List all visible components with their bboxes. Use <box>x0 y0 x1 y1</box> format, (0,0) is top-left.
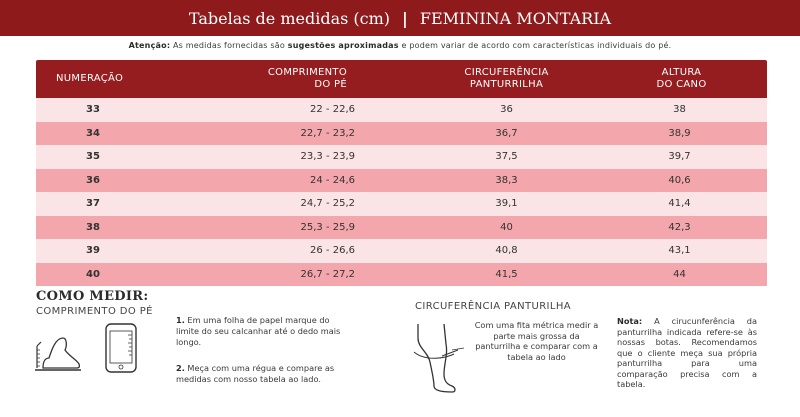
cell-size: 34 <box>86 127 100 139</box>
table-row <box>36 145 767 169</box>
header-circ-line2: PANTURRILHA <box>469 79 544 90</box>
note-box <box>617 316 757 390</box>
cell-size: 36 <box>86 174 100 186</box>
notice-label: Atenção: <box>128 41 171 50</box>
note-text: A cirucunferência da panturrilha indicada refere-se às nossas botas. Recomendamos que o cliente meça sua própria panturrilha para uma comparação precisa com a tabela. <box>617 316 758 389</box>
header-length <box>153 67 375 91</box>
foot-length-subtitle: COMPRIMENTO DO PÉ <box>36 306 153 317</box>
calf-circumference-text: Com uma fita métrica medir a parte mais grossa da panturrilha e comparar com a tabela ao lado <box>474 320 599 362</box>
header-height-line1: ALTURA <box>661 67 702 78</box>
cell-length: 24 - 24,6 <box>310 174 355 186</box>
cell-circ: 37,5 <box>495 151 518 163</box>
cell-length: 22 - 22,6 <box>310 104 355 116</box>
header-length-line1: COMPRIMENTO <box>267 67 347 78</box>
size-table <box>36 60 767 286</box>
header-circ <box>375 67 572 91</box>
table-header <box>36 60 767 98</box>
table-row <box>36 239 767 263</box>
header-size: NUMERAÇÃO <box>56 73 124 84</box>
step-1-number: 1. <box>176 315 185 325</box>
cell-height: 38 <box>673 104 686 116</box>
cell-size: 35 <box>86 151 100 163</box>
table-row <box>36 216 767 240</box>
cell-height: 40,6 <box>668 174 691 186</box>
cell-circ: 36 <box>500 104 513 116</box>
cell-height: 41,4 <box>668 198 691 210</box>
cell-height: 38,9 <box>668 127 691 139</box>
cell-length: 26 - 26,6 <box>310 245 355 257</box>
how-to-measure-title: COMO MEDIR: <box>36 289 149 304</box>
step-1-text: Em uma folha de papel marque do limite do seu calcanhar até o dedo mais longo. <box>176 315 341 347</box>
notice-part2: e podem variar de acordo com características individuais do pé. <box>401 41 672 50</box>
header-length-line2: DO PÉ <box>314 79 347 90</box>
cell-size: 33 <box>86 104 100 116</box>
banner-title: Tabelas de medidas (cm) <box>188 8 391 28</box>
cell-length: 25,3 - 25,9 <box>300 221 355 233</box>
step-2-text: Meça com uma régua e compare as medidas com nosso tabela ao lado. <box>176 363 335 384</box>
note-label: Nota: <box>617 316 643 326</box>
cell-size: 40 <box>86 268 100 280</box>
step-2 <box>176 363 341 385</box>
cell-size: 38 <box>86 221 100 233</box>
cell-circ: 36,7 <box>495 127 518 139</box>
table-row <box>36 263 767 287</box>
step-1 <box>176 315 341 348</box>
header-circ-line1: CIRCUFERÊNCIA <box>464 67 549 78</box>
cell-length: 22,7 - 23,2 <box>300 127 355 139</box>
cell-height: 43,1 <box>668 245 691 257</box>
cell-height: 42,3 <box>668 221 691 233</box>
header-height-line2: DO CANO <box>656 79 707 90</box>
notice-part1: As medidas fornecidas são <box>172 41 285 50</box>
cell-length: 23,3 - 23,9 <box>300 151 355 163</box>
cell-size: 39 <box>86 245 100 257</box>
cell-length: 26,7 - 27,2 <box>300 268 355 280</box>
step-2-number: 2. <box>176 363 185 373</box>
table-row <box>36 122 767 146</box>
cell-size: 37 <box>86 198 100 210</box>
banner-separator: | <box>402 8 408 28</box>
calf-circumference-title: CIRCUFERÊNCIA PANTURILHA <box>415 301 572 312</box>
table-row <box>36 169 767 193</box>
cell-circ: 39,1 <box>495 198 518 210</box>
foot-ruler-icon <box>33 328 83 372</box>
phone-ruler-icon <box>104 323 138 373</box>
cell-circ: 40,8 <box>495 245 518 257</box>
cell-circ: 38,3 <box>495 174 518 186</box>
cell-circ: 41,5 <box>495 268 518 280</box>
cell-length: 24,7 - 25,2 <box>300 198 355 210</box>
table-row <box>36 192 767 216</box>
cell-circ: 40 <box>500 221 513 233</box>
header-height <box>572 67 767 91</box>
attention-notice <box>0 41 800 50</box>
table-row <box>36 98 767 122</box>
leg-tape-icon <box>412 322 472 394</box>
title-banner <box>0 0 800 36</box>
cell-height: 44 <box>673 268 686 280</box>
banner-subtitle: FEMININA MONTARIA <box>419 8 612 28</box>
cell-height: 39,7 <box>668 151 691 163</box>
notice-emphasis: sugestões aproximadas <box>287 41 399 50</box>
